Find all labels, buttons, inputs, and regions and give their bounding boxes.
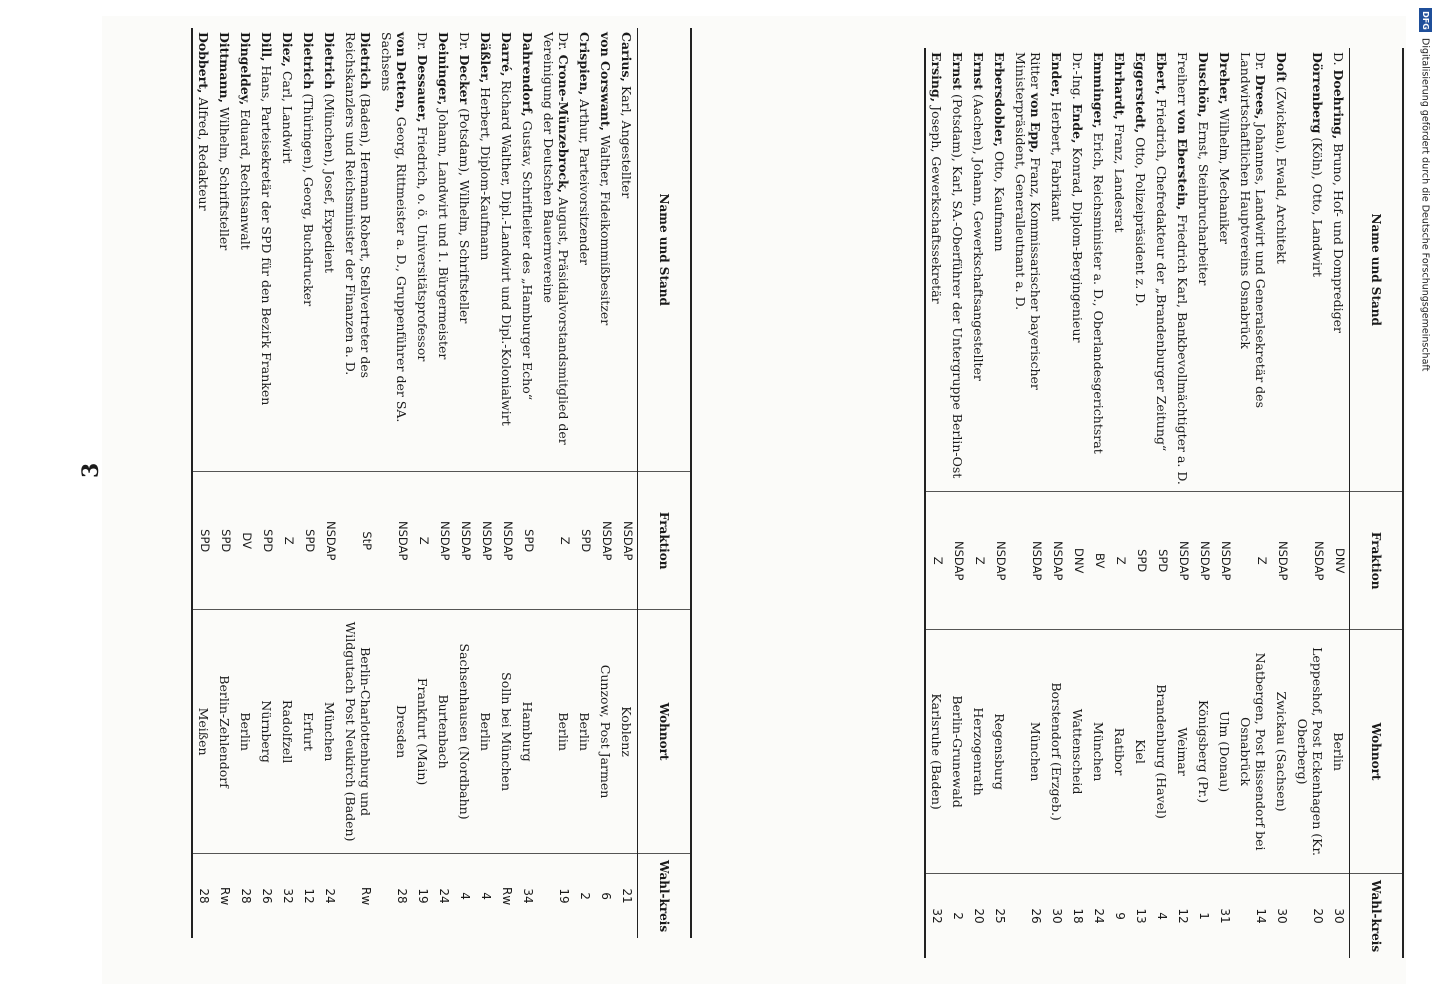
member-details: Franz, Kommissarischer bayerischer Ministerpräsident, Generalleutnant a. D. — [1013, 52, 1043, 390]
member-surname: von Corswant, — [598, 32, 613, 132]
wahlkreis-cell: 4 — [458, 892, 472, 900]
member-surname: Dahrendorf, — [520, 32, 535, 117]
member-details: Carl, Landwirt — [280, 67, 295, 164]
member-name-cell — [433, 28, 454, 472]
wohnort-cell: Kiel — [1130, 630, 1151, 874]
fraktion-cell: BV — [1088, 492, 1109, 630]
table-row — [1193, 48, 1214, 958]
fraktion-cell: NSDAP — [616, 472, 638, 610]
member-surname: Eggerstedt, — [1133, 52, 1148, 134]
wahlkreis-cell: Rw — [359, 886, 373, 906]
member-details: Joseph, Gewerkschaftssekretär — [929, 102, 944, 304]
member-name-cell — [1292, 48, 1328, 492]
wohnort-cell: Weimar — [1172, 630, 1193, 874]
table-row — [376, 28, 412, 938]
table-row — [989, 48, 1010, 958]
header-wohnort: Wohnort — [638, 610, 692, 854]
fraktion-cell: NSDAP — [989, 492, 1010, 630]
wahlkreis-cell: 4 — [479, 892, 493, 900]
wahlkreis-cell: 30 — [1050, 908, 1064, 924]
wohnort-cell: Herzogenrath — [968, 630, 989, 874]
table-row — [1235, 48, 1271, 958]
wahlkreis-cell: 19 — [557, 888, 571, 904]
wahlkreis-cell: 26 — [260, 888, 274, 904]
fraktion-cell: Z — [1109, 492, 1130, 630]
member-surname: Carius, — [619, 32, 634, 82]
fraktion-cell: DNV — [1067, 492, 1088, 630]
member-name-cell — [1328, 48, 1350, 492]
wahlkreis-cell: 28 — [197, 888, 211, 904]
fraktion-cell: NSDAP — [1193, 492, 1214, 630]
member-surname: Crone-Münzebrock, — [556, 54, 571, 194]
fraktion-cell: SPD — [298, 472, 319, 610]
member-surname: Erbersdobler, — [992, 52, 1007, 147]
table-row — [1328, 48, 1350, 958]
wahlkreis-cell: 28 — [395, 888, 409, 904]
wohnort-cell: München — [319, 610, 340, 854]
dfg-logo: DFG — [1419, 8, 1432, 32]
wohnort-cell: Berlin — [538, 610, 574, 854]
table-row — [1271, 48, 1292, 958]
wahlkreis-cell: 2 — [951, 912, 965, 920]
table-row — [968, 48, 989, 958]
table-body-right — [925, 48, 1350, 958]
member-details: Johannes, Landwirt und Generalsekretär des Landwirtschaftlichen Hauptvereins Osnabrück — [1238, 52, 1268, 408]
wahlkreis-cell: 12 — [1176, 908, 1190, 924]
wohnort-cell: Berlin-Charlottenburg und Wildgutach Post Neukirch (Baden) — [340, 610, 376, 854]
member-details: Otto, Kaufmann — [992, 146, 1007, 252]
member-details: Erich, Reichsminister a. D., Oberlandesgerichtsrat — [1091, 128, 1106, 454]
wahlkreis-cell: 20 — [1311, 908, 1325, 924]
table-row — [454, 28, 475, 938]
name-prefix: Dr.-Ing. — [1070, 52, 1085, 104]
member-surname: Dietrich — [301, 32, 316, 90]
name-prefix: Dr. — [457, 32, 472, 55]
fraktion-cell: Z — [277, 472, 298, 610]
wohnort-cell: Nürnberg — [256, 610, 277, 854]
member-name-cell — [1193, 48, 1214, 492]
member-details: Hans, Parteisekretär der SPD für den Bezirk Franken — [259, 61, 274, 406]
member-name-cell — [1010, 48, 1046, 492]
fraktion-cell: Z — [538, 472, 574, 610]
table-row — [235, 28, 256, 938]
wohnort-cell: Koblenz — [616, 610, 638, 854]
member-name-cell — [1130, 48, 1151, 492]
fraktion-cell: NSDAP — [496, 472, 517, 610]
wahlkreis-cell: 21 — [620, 888, 634, 904]
member-name-cell — [496, 28, 517, 472]
member-name-cell — [412, 28, 433, 472]
fraktion-cell: Z — [925, 492, 947, 630]
wohnort-cell: Brandenburg (Havel) — [1151, 630, 1172, 874]
member-details: (Potsdam), Wilhelm, Schriftsteller — [457, 104, 472, 324]
table-row — [595, 28, 616, 938]
wahlkreis-cell: 20 — [972, 908, 986, 924]
member-details: Konrad, Diplom-Bergingenieur — [1070, 143, 1085, 343]
wahlkreis-cell: 9 — [1113, 912, 1127, 920]
table-body-left — [192, 28, 638, 938]
member-name-cell — [517, 28, 538, 472]
member-surname: Ernst — [971, 52, 986, 91]
member-name-cell — [947, 48, 968, 492]
wahlkreis-cell: 32 — [930, 908, 944, 924]
wahlkreis-cell: 28 — [239, 888, 253, 904]
header-wahlkreis: Wahl-kreis — [638, 854, 692, 938]
wohnort-cell: Meißen — [192, 610, 214, 854]
member-surname: Emminger, — [1091, 52, 1106, 129]
member-surname: von Detten, — [394, 32, 409, 113]
member-details: Alfred, Redakteur — [196, 93, 211, 211]
fraktion-cell: NSDAP — [319, 472, 340, 610]
wahlkreis-cell: 24 — [323, 888, 337, 904]
fraktion-cell: SPD — [192, 472, 214, 610]
member-surname: Ende, — [1070, 103, 1085, 144]
wohnort-cell: Solln bei München — [496, 610, 517, 854]
table-row — [277, 28, 298, 938]
member-name-cell — [192, 28, 214, 472]
wahlkreis-cell: 34 — [521, 888, 535, 904]
member-details: Otto, Polizeipräsident z. D. — [1133, 133, 1148, 307]
member-name-cell — [319, 28, 340, 472]
wohnort-cell: Berlin — [235, 610, 256, 854]
wohnort-cell: Berlin-Grunewald — [947, 630, 968, 874]
table-row — [1172, 48, 1193, 958]
member-surname: Dessauer, — [415, 54, 430, 123]
member-surname: von Eberstein, — [1175, 109, 1190, 211]
table-row — [256, 28, 277, 938]
table-row — [433, 28, 454, 938]
name-prefix: D. — [1331, 52, 1346, 70]
member-surname: Ernst — [950, 52, 965, 91]
fraktion-cell: Z — [968, 492, 989, 630]
member-details: Friedrich, o. ö. Universitätsprofessor — [415, 122, 430, 362]
wohnort-cell: Leppeshof, Post Eckenhagen (Kr. Oberberg) — [1292, 630, 1328, 874]
wahlkreis-cell: 26 — [1029, 908, 1043, 924]
member-name-cell — [376, 28, 412, 472]
member-name-cell — [1088, 48, 1109, 492]
fraktion-cell: NSDAP — [1292, 492, 1328, 630]
fraktion-cell: SPD — [574, 472, 595, 610]
name-prefix: Dr. — [556, 32, 571, 55]
member-surname: Ehrhardt, — [1112, 52, 1127, 120]
member-details: Gustav, Schriftleiter des „Hamburger Echo“ — [520, 116, 535, 401]
wohnort-cell: Burtenbach — [433, 610, 454, 854]
member-surname: Decker — [457, 54, 472, 105]
table-row — [616, 28, 638, 938]
wohnort-cell: Regensburg — [989, 630, 1010, 874]
member-table-right — [924, 48, 1404, 958]
fraktion-cell: Z — [1235, 492, 1271, 630]
member-details: Herbert, Fabrikant — [1049, 97, 1064, 222]
member-surname: Däßler, — [478, 32, 493, 84]
wohnort-cell: Ulm (Donau) — [1214, 630, 1235, 874]
table-header-row — [1350, 48, 1404, 958]
member-name-cell — [235, 28, 256, 472]
member-surname: Dietrich — [322, 32, 337, 90]
wohnort-cell: Erfurt — [298, 610, 319, 854]
member-name-cell — [989, 48, 1010, 492]
member-details: Ernst, Steinbrucharbeiter — [1196, 117, 1211, 286]
member-details: Friedrich, Chefredakteur der „Brandenburger Zeitung“ — [1154, 94, 1169, 452]
wahlkreis-cell: 2 — [578, 892, 592, 900]
member-details: Eduard, Rechtsanwalt — [238, 105, 253, 250]
member-name-cell — [595, 28, 616, 472]
fraktion-cell: SPD — [1130, 492, 1151, 630]
fraktion-cell: SPD — [214, 472, 235, 610]
table-row — [1130, 48, 1151, 958]
table-row — [517, 28, 538, 938]
fraktion-cell: SPD — [1151, 492, 1172, 630]
header-fraktion: Fraktion — [1350, 492, 1404, 630]
member-surname: Crispien, — [577, 32, 592, 96]
member-name-cell — [538, 28, 574, 472]
table-row — [947, 48, 968, 958]
wahlkreis-cell: 12 — [302, 888, 316, 904]
member-details: Johann, Landwirt und 1. Bürgermeister — [436, 105, 451, 360]
fraktion-cell: StP — [340, 472, 376, 610]
member-name-cell — [1109, 48, 1130, 492]
member-details: (Baden), Hermann Robert, Stellvertreter des Reichskanzlers und Reichsminister der Finanzen a. D. — [343, 32, 373, 379]
member-surname: Dobbert, — [196, 32, 211, 94]
member-name-cell — [454, 28, 475, 472]
member-details: Franz, Landesrat — [1112, 119, 1127, 233]
wohnort-cell: Ratibor — [1109, 630, 1130, 874]
wahlkreis-cell: 4 — [1155, 912, 1169, 920]
table-row — [1109, 48, 1130, 958]
member-surname: von Epp, — [1028, 92, 1043, 154]
member-name-cell — [214, 28, 235, 472]
wahlkreis-cell: 14 — [1254, 908, 1268, 924]
member-details: (Zwickau), Ewald, Architekt — [1274, 82, 1289, 264]
wahlkreis-cell: 6 — [599, 892, 613, 900]
fraktion-cell: NSDAP — [1214, 492, 1235, 630]
table-row — [298, 28, 319, 938]
wahlkreis-cell: 24 — [1092, 908, 1106, 924]
member-name-cell — [1214, 48, 1235, 492]
member-name-cell — [968, 48, 989, 492]
member-surname: Ender, — [1049, 52, 1064, 98]
wahlkreis-cell: 30 — [1332, 908, 1346, 924]
wahlkreis-cell: 32 — [281, 888, 295, 904]
member-surname: Drees, — [1253, 74, 1268, 120]
member-details: Wilhelm, Schriftsteller — [217, 103, 232, 251]
page-number: 3 — [78, 462, 104, 478]
fraktion-cell: DV — [235, 472, 256, 610]
member-name-cell — [1271, 48, 1292, 492]
member-details: Bruno, Hof- und Domprediger — [1331, 139, 1346, 334]
wohnort-cell: Dresden — [376, 610, 412, 854]
table-row — [574, 28, 595, 938]
fraktion-cell: NSDAP — [1172, 492, 1193, 630]
member-surname: Dietrich — [358, 32, 373, 90]
member-details: Richard Walther, Dipl.-Landwirt und Dipl.-Kolonialwirt — [499, 76, 514, 426]
name-prefix: Ritter — [1028, 52, 1043, 93]
member-details: Arthur, Parteivorsitzender — [577, 95, 592, 265]
wohnort-cell: Karlsruhe (Baden) — [925, 630, 947, 874]
member-name-cell — [277, 28, 298, 472]
wahlkreis-cell: 30 — [1275, 908, 1289, 924]
member-surname: Diez, — [280, 32, 295, 67]
dfg-watermark — [1418, 8, 1432, 992]
member-surname: Dörrenberg — [1310, 52, 1325, 134]
table-row — [538, 28, 574, 938]
wohnort-cell: Sachsenhausen (Nordbahn) — [454, 610, 475, 854]
table-row — [1010, 48, 1046, 958]
fraktion-cell: SPD — [517, 472, 538, 610]
fraktion-cell: NSDAP — [376, 472, 412, 610]
member-details: (München), Josef, Expedient — [322, 89, 337, 273]
member-details: Wilhelm, Mechaniker — [1217, 104, 1232, 244]
wahlkreis-cell: 13 — [1134, 908, 1148, 924]
wohnort-cell: Berlin-Zehlendorf — [214, 610, 235, 854]
wohnort-cell: München — [1010, 630, 1046, 874]
member-name-cell — [616, 28, 638, 472]
member-surname: Doſt — [1274, 52, 1289, 83]
fraktion-cell: NSDAP — [947, 492, 968, 630]
member-surname: Ebert, — [1154, 52, 1169, 95]
member-details: August, Präsidialvorstandsmitglied der Vereinigung der Deutschen Bauernvereine — [541, 32, 571, 445]
member-surname: Deininger, — [436, 32, 451, 106]
fraktion-cell: NSDAP — [475, 472, 496, 610]
fraktion-cell: NSDAP — [454, 472, 475, 610]
wohnort-cell: Berlin — [475, 610, 496, 854]
member-details: Georg, Rittmeister a. D., Gruppenführer der SA. Sachsens — [379, 32, 409, 423]
fraktion-cell: NSDAP — [433, 472, 454, 610]
member-details: Friedrich Karl, Bankbevollmächtigter a. D. — [1175, 210, 1190, 485]
table-row — [340, 28, 376, 938]
table-row — [1067, 48, 1088, 958]
fraktion-cell: NSDAP — [1010, 492, 1046, 630]
wohnort-cell: Berlin — [1328, 630, 1350, 874]
fraktion-cell: NSDAP — [595, 472, 616, 610]
member-details: Herbert, Diplom-Kaufmann — [478, 83, 493, 261]
fraktion-cell: DNV — [1328, 492, 1350, 630]
member-name-cell — [1172, 48, 1193, 492]
header-wahlkreis: Wahl-kreis — [1350, 874, 1404, 958]
wohnort-cell: Radolfzell — [277, 610, 298, 854]
fraktion-cell: SPD — [256, 472, 277, 610]
member-name-cell — [1046, 48, 1067, 492]
wohnort-cell: Frankfurt (Main) — [412, 610, 433, 854]
right-register-table — [832, 48, 1404, 958]
table-row — [475, 28, 496, 938]
member-details: (Köln), Otto, Landwirt — [1310, 133, 1325, 277]
member-details: (Potsdam), Karl, SA.-Oberführer der Untergruppe Berlin-Ost — [950, 90, 965, 479]
watermark-text: Digitalisierung gefördert durch die Deutsche Forschungsgemeinschaft — [1419, 38, 1431, 372]
member-name-cell — [925, 48, 947, 492]
member-name-cell — [574, 28, 595, 472]
table-row — [412, 28, 433, 938]
wahlkreis-cell: 1 — [1197, 912, 1211, 920]
table-row — [925, 48, 947, 958]
header-name: Name und Stand — [1350, 48, 1404, 492]
member-name-cell — [298, 28, 319, 472]
wahlkreis-cell: Rw — [218, 886, 232, 906]
wohnort-cell: Borstendorf (Erzgeb.) — [1046, 630, 1067, 874]
wohnort-cell: Königsberg (Pr.) — [1193, 630, 1214, 874]
member-name-cell — [340, 28, 376, 472]
table-row — [192, 28, 214, 938]
fraktion-cell: NSDAP — [1271, 492, 1292, 630]
fraktion-cell: NSDAP — [1046, 492, 1067, 630]
member-name-cell — [256, 28, 277, 472]
wahlkreis-cell: 19 — [416, 888, 430, 904]
table-row — [214, 28, 235, 938]
header-name: Name und Stand — [638, 28, 692, 472]
wahlkreis-cell: 25 — [993, 908, 1007, 924]
wahlkreis-cell: Rw — [500, 886, 514, 906]
wohnort-cell: München — [1088, 630, 1109, 874]
wohnort-cell: Natbergen, Post Bissendorf bei Osnabrück — [1235, 630, 1271, 874]
wohnort-cell: Hamburg — [517, 610, 538, 854]
member-surname: Ersing, — [929, 52, 944, 103]
name-prefix: Dr. — [415, 32, 430, 55]
member-name-cell — [1067, 48, 1088, 492]
member-details: Walther, Fideikommißbesitzer — [598, 131, 613, 326]
member-surname: Darré, — [499, 32, 514, 77]
table-row — [319, 28, 340, 938]
header-fraktion: Fraktion — [638, 472, 692, 610]
fraktion-cell: Z — [412, 472, 433, 610]
wahlkreis-cell: 31 — [1218, 908, 1232, 924]
table-row — [1088, 48, 1109, 958]
member-surname: Doehring, — [1331, 69, 1346, 140]
name-prefix: Dr. — [1253, 52, 1268, 75]
table-row — [496, 28, 517, 938]
wohnort-cell: Zwickau (Sachsen) — [1271, 630, 1292, 874]
table-row — [1151, 48, 1172, 958]
member-surname: Dittmann, — [217, 32, 232, 103]
member-surname: Dreher, — [1217, 52, 1232, 105]
member-details: (Thüringen), Georg, Buchdrucker — [301, 89, 316, 307]
table-header-row — [638, 28, 692, 938]
name-prefix: Freiherr — [1175, 52, 1190, 110]
member-name-cell — [1235, 48, 1271, 492]
wohnort-cell: Cunzow, Post Jarmen — [595, 610, 616, 854]
member-surname: Duschön, — [1196, 52, 1211, 118]
table-row — [1292, 48, 1328, 958]
table-row — [1046, 48, 1067, 958]
wohnort-cell: Berlin — [574, 610, 595, 854]
member-details: (Aachen), Johann, Gewerkschaftsangestellter — [971, 90, 986, 381]
member-name-cell — [475, 28, 496, 472]
member-table-left — [191, 28, 692, 938]
table-row — [1214, 48, 1235, 958]
wahlkreis-cell: 24 — [437, 888, 451, 904]
member-surname: Dill, — [259, 32, 274, 62]
member-details: Karl, Angestellter — [619, 81, 634, 199]
member-name-cell — [1151, 48, 1172, 492]
wohnort-cell: Wattenscheid — [1067, 630, 1088, 874]
wahlkreis-cell: 18 — [1071, 908, 1085, 924]
header-wohnort: Wohnort — [1350, 630, 1404, 874]
left-register-table — [120, 28, 692, 938]
member-surname: Dingeldey, — [238, 32, 253, 106]
